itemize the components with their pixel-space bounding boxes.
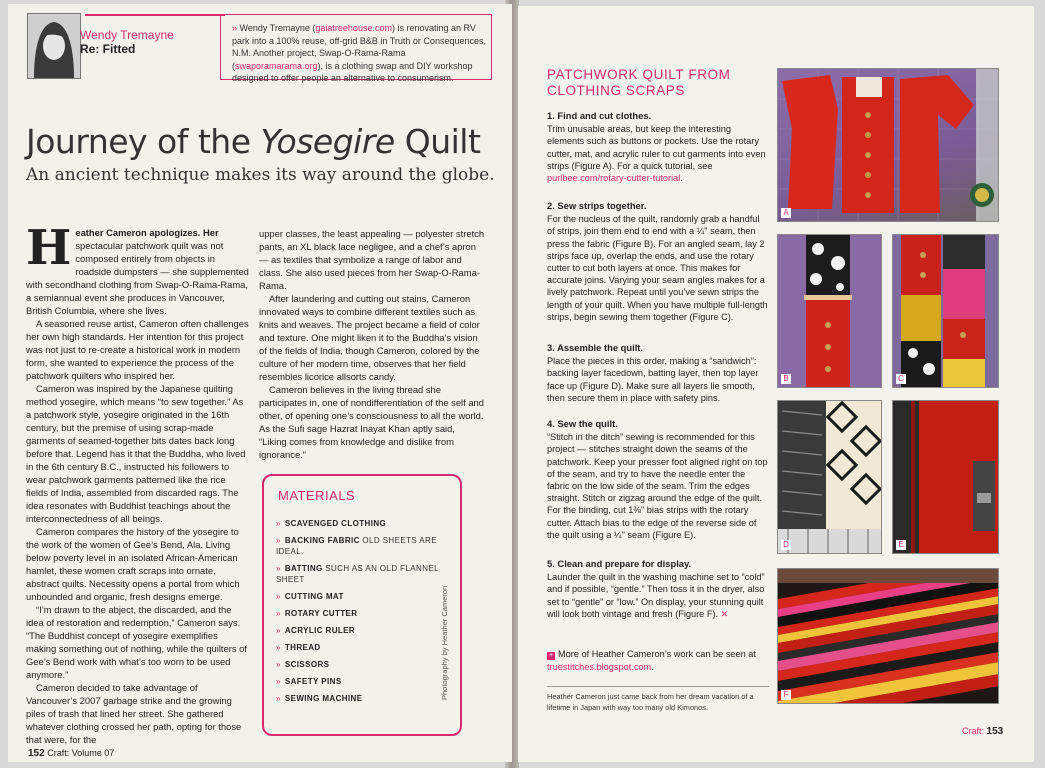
body-column-1 bbox=[26, 220, 250, 746]
paragraph: Cameron was inspired by the Japanese quilting method yosegire, which means “to sew together.” As a patchwork style, yosegire originated in the 16th century, but the premise of using scrap-made garments of seamed-together bits dates back long before that. Legend has it that the Buddha, who lived in the 6th century B.C., instructed his followers to wear patchwork garments patterned like the rice fields of India, assembled from discarded rags. The idea resonates with Buddhist teachings about the interconnectedness of all beings. bbox=[26, 383, 246, 524]
step-5 bbox=[547, 558, 769, 620]
figure-label: E bbox=[896, 540, 906, 550]
chevron-right-icon: » bbox=[276, 536, 281, 545]
materials-title: MATERIALS bbox=[278, 488, 356, 503]
step-body: Place the pieces in this order, making a “sandwich”: backing layer facedown, batting layer, then top layer face up (Figure D). Make sure all layers lie smooth, then secure them in place with safety pins. bbox=[547, 356, 759, 403]
step-heading: 3. Assemble the quilt. bbox=[547, 342, 644, 353]
step-heading: 4. Sew the quilt. bbox=[547, 418, 618, 429]
step-end: . bbox=[680, 173, 683, 184]
material-item bbox=[276, 659, 456, 670]
paragraph: A seasoned reuse artist, Cameron often challenges her own high standards. Her intention for this project was not just to re-create a historical work in modern form, she wanted to experience the process of the patchwork quilters who inspired her. bbox=[26, 318, 249, 381]
chevron-right-icon: » bbox=[276, 643, 281, 652]
chevron-right-icon: » bbox=[276, 677, 281, 686]
material-note: SUCH AS AN OLD FLANNEL SHEET bbox=[276, 564, 439, 584]
material-name: BACKING FABRIC bbox=[284, 536, 360, 545]
material-item bbox=[276, 535, 456, 557]
step-3 bbox=[547, 342, 769, 404]
chevron-right-icon: » bbox=[276, 626, 281, 635]
more-end: . bbox=[651, 661, 654, 672]
material-item bbox=[276, 563, 456, 585]
figure-label: A bbox=[781, 208, 791, 218]
folio-brand: Craft: bbox=[962, 726, 985, 736]
paragraph: upper classes, the least appealing — polyester stretch pants, an XL black lace negligee, and a chef’s apron — as textiles that symbolize a range of labor and class. She also used pieces from her Swap-O-Rama-Rama. bbox=[259, 228, 485, 291]
material-name: THREAD bbox=[284, 643, 321, 652]
title-post: Quilt bbox=[394, 122, 481, 161]
step-body: For the nucleus of the quilt, randomly grab a handful of strips, join them end to end with a ¼" seam, then press the fabric (Figure B). For an angled seam, lay 2 strips face up, overlap the ends, and use the rotary cutter to cut both layers at once. This makes for accurate joins. Varying your seam angles makes for a lively patchwork. Repeat until you’ve sewn strips the length of your quilt. When you have multiple full-length strips, begin sewing them together (Figure C). bbox=[547, 214, 768, 322]
step-body bbox=[547, 571, 769, 620]
step-heading: 1. Find and cut clothes. bbox=[547, 110, 652, 121]
chevron-right-icon: » bbox=[276, 564, 281, 573]
body-column-2 bbox=[259, 227, 485, 461]
author-name: Wendy Tremayne bbox=[80, 28, 174, 42]
figure-label: B bbox=[781, 374, 791, 384]
folio-text: Craft: Volume 07 bbox=[47, 748, 115, 758]
figure-a-photo bbox=[777, 68, 999, 222]
title-italic: Yosegire bbox=[260, 122, 395, 161]
material-name: SAFETY PINS bbox=[284, 677, 342, 686]
paragraph: “I’m drawn to the abject, the discarded, and the idea of restoration and redemption,” Cameron says. “The Buddhist concept of yosegire exemplifies making something out of nothing, while the quilters of Gee’s Bend work with what’s too worn to be used anymore.” bbox=[26, 604, 247, 680]
material-note: OLD SHEETS ARE IDEAL. bbox=[276, 536, 437, 556]
plus-square-icon: + bbox=[548, 652, 554, 659]
bio-link-gaiatreehouse[interactable]: gaiatreehouse.com bbox=[315, 23, 392, 33]
bio-text-3: ), is a clothing swap and DIY workshop designed to offer people an alternative to consumerism. bbox=[232, 60, 473, 83]
step-heading: 2. Sew strips together. bbox=[547, 200, 647, 211]
chevron-right-icon: » bbox=[276, 660, 281, 669]
column-title: Re: Fitted bbox=[80, 42, 136, 56]
material-name: SCAVENGED CLOTHING bbox=[284, 519, 387, 528]
page-number-left: 152 bbox=[28, 748, 45, 759]
paragraph: After laundering and cutting out stains, Cameron innovated ways to combine different textiles such as knits and weaves. The project became a field of color and texture. One might liken it to the Buddha’s vision of the fields of India, though Cameron, colored by the culture of her modern time, observes that her field resembles licorice allsorts candy. bbox=[259, 293, 480, 382]
bio-link-swaporamarama[interactable]: swaporamarama.org bbox=[235, 60, 318, 71]
bio-marker: » bbox=[232, 23, 238, 33]
lead-bold: eather Cameron apologizes. Her bbox=[75, 227, 219, 238]
author-caption: Heather Cameron just came back from her dream vacation of a lifetime in Japan with way too many old Kimonos. bbox=[547, 686, 769, 713]
author-portrait bbox=[27, 13, 81, 79]
left-folio bbox=[28, 748, 114, 759]
material-name: ACRYLIC RULER bbox=[284, 626, 356, 635]
chevron-right-icon: » bbox=[276, 694, 281, 703]
step-2 bbox=[547, 200, 769, 323]
material-name: ROTARY CUTTER bbox=[284, 609, 358, 618]
figure-label: C bbox=[896, 374, 906, 384]
rotary-cutter-tutorial-link[interactable]: purlbee.com/rotary-cutter-tutorial bbox=[547, 173, 681, 184]
paragraph: Cameron believes in the living thread she participates in, one of nondifferentiation of the self and other, of opening one’s consciousness to all the world. As the Sufi sage Hazrat Inayat Khan aptly said, “Liking comes from knowledge and dislike from ignorance.” bbox=[259, 384, 484, 460]
project-title: PATCHWORK QUILT FROM CLOTHING SCRAPS bbox=[547, 67, 731, 98]
figure-label: D bbox=[781, 540, 791, 550]
chevron-right-icon: » bbox=[276, 592, 281, 601]
step-text: Launder the quilt in the washing machine set to “cold” and if possible, “gentle.” Then toss it in the dryer, also set to “gentle” or “low.” On display, your stunning quilt will look both vintage and fresh (Figure F). bbox=[547, 572, 765, 619]
step-heading: 5. Clean and prepare for display. bbox=[547, 558, 692, 569]
material-item bbox=[276, 608, 456, 619]
photo-credit: Photography by Heather Cameron bbox=[440, 585, 449, 700]
step-body bbox=[547, 123, 769, 184]
material-item bbox=[276, 676, 456, 687]
material-item bbox=[276, 625, 456, 636]
drop-cap: H bbox=[26, 220, 72, 276]
article-subtitle: An ancient technique makes its way around the globe. bbox=[26, 165, 495, 185]
paragraph: Cameron decided to take advantage of Vancouver’s 2007 garbage strike and the growing piles of trash that lined her street. She gathered whatever clothing crossed her path, opting for those that were, for the bbox=[26, 682, 242, 745]
page-number-right: 153 bbox=[986, 726, 1004, 737]
bio-text-1: Wendy Tremayne ( bbox=[239, 23, 316, 33]
chevron-right-icon: » bbox=[276, 519, 281, 528]
more-info bbox=[547, 648, 769, 673]
material-item bbox=[276, 591, 456, 602]
more-text: More of Heather Cameron’s work can be seen at bbox=[558, 649, 756, 659]
material-name: SCISSORS bbox=[284, 660, 330, 669]
author-bio bbox=[232, 22, 494, 85]
material-name: BATTING bbox=[284, 564, 323, 573]
lead-paragraph bbox=[26, 220, 250, 317]
step-4 bbox=[547, 418, 769, 541]
material-item bbox=[276, 693, 456, 704]
truestitches-link[interactable]: truestitches.blogspot.com bbox=[547, 661, 652, 672]
right-folio bbox=[962, 726, 1003, 737]
material-name: CUTTING MAT bbox=[284, 592, 344, 601]
bio-text-2: ) is renovating an RV park into a 100% reuse, off-grid B&B in Truth or Consequences, N.M. Another project, Swap-O-Rama-Rama ( bbox=[232, 23, 486, 71]
step-1 bbox=[547, 110, 769, 184]
material-item bbox=[276, 518, 456, 529]
figure-c-photo bbox=[892, 234, 999, 388]
figure-label: F bbox=[781, 690, 791, 700]
step-text: Trim unusable areas, but keep the interesting elements such as buttons or pockets. Use the rotary cutter, mat, and acrylic ruler to cut garments into even strips (Figure A). For a quick tutorial, see bbox=[547, 124, 766, 171]
materials-list bbox=[276, 518, 456, 710]
article-title bbox=[26, 122, 480, 161]
figure-f-photo bbox=[777, 568, 999, 704]
figure-e-photo bbox=[892, 400, 999, 554]
title-pre: Journey of the bbox=[26, 122, 261, 161]
paragraph: Cameron compares the history of the yosegire to the work of the women of Gee’s Bend, Ala. Living below poverty level in an isolated African-American hamlet, these women craft scraps into ornate, abstract quilts. Necessity opens a portal from which unbounded and organic, fresh designs emerge. bbox=[26, 526, 240, 602]
figure-d-photo bbox=[777, 400, 882, 554]
material-name: SEWING MACHINE bbox=[284, 694, 363, 703]
end-mark-icon: ✕ bbox=[720, 608, 729, 619]
figure-b-photo bbox=[777, 234, 882, 388]
chevron-right-icon: » bbox=[276, 609, 281, 618]
p1: spectacular patchwork quilt was not composed entirely from objects in roadside dumpsters — she supplemented with secondhand clothing from Swap-O-Rama-Rama, a semiannual event she produces in Vancouver, British Columbia, where she lives. bbox=[26, 240, 249, 316]
material-item bbox=[276, 642, 456, 653]
step-body: “Stitch in the ditch” sewing is recommended for this project — stitches straight down the seams of the patchwork. Keep your presser foot aligned right on top of the seam, and try to have the needle enter the fabric on the low side of the seam. Trim the edges straight. Stitch or zigzag around the edge of the quilt. For the binding, cut 1⅜" bias strips with the rotary cutter. Attach bias to the edge of the reverse side of the quilt using a ¼" seam (Figure E). bbox=[547, 432, 768, 540]
